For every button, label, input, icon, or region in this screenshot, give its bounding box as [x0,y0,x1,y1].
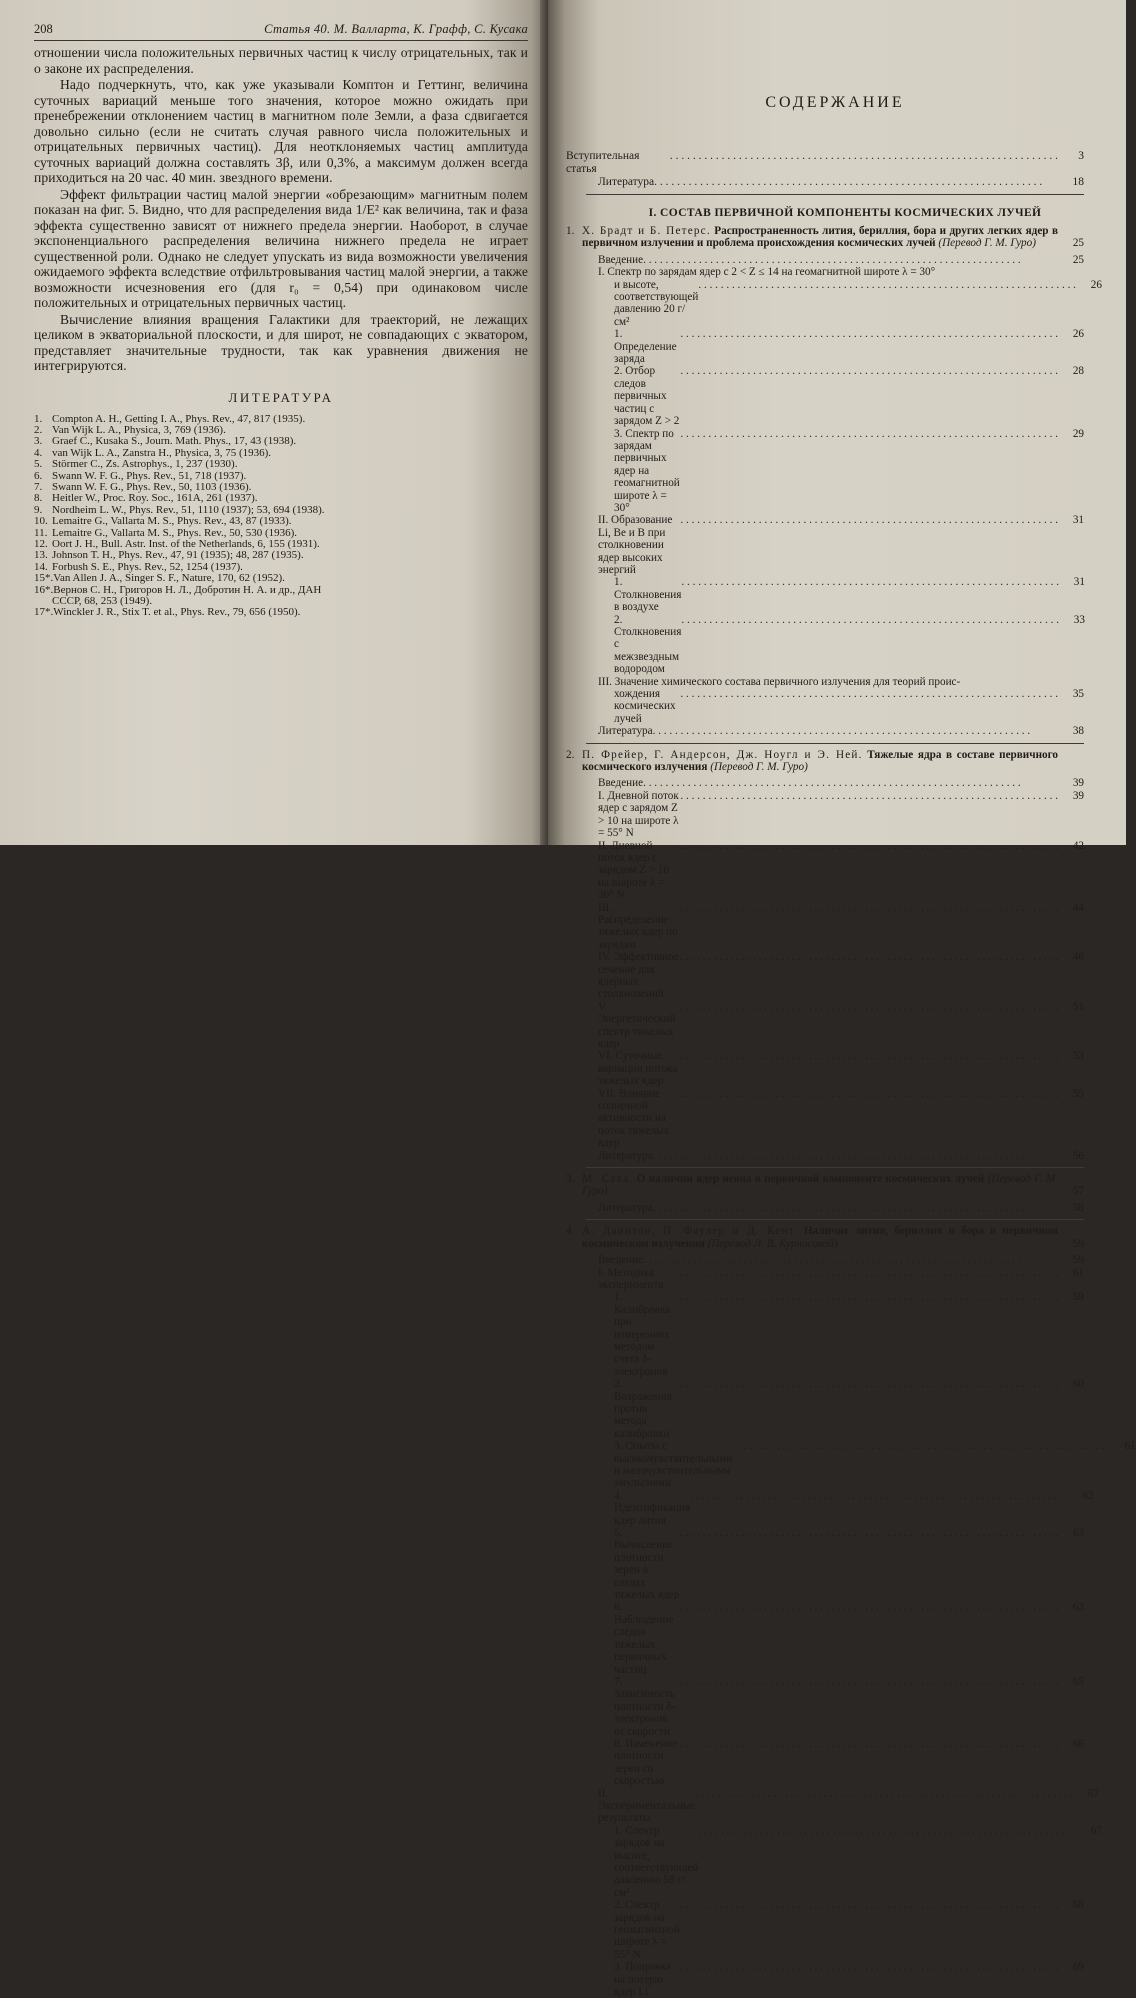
toc-page-number: 42 [1072,839,1084,852]
reference-number: 5. [34,458,43,471]
toc-entry-label: VII. Влияние солнечной активности на поток тяжелых ядер [598,1087,670,1150]
toc-entry-text [566,1440,1110,1490]
leader-dots: . . . . . . . . . . . . . . . . . . . . . . . . . . . . . . . . . . . . . . . . . . . . . . . . . . . . . . . . . . . . . . . . . . . . [680,1266,1058,1279]
toc-entry-text [566,150,1058,176]
reference-text: Van Wijk L. A., Physica, 3, 769 (1936). [52,423,226,436]
toc-entry-text [566,1961,1058,1998]
toc-page-number: 63 [1072,1601,1084,1614]
leader-dots: . . . . . . . . . . . . . . . . . . . . . . . . . . . . . . . . . . . . . . . . . . . . . . . . . . . . . . . . . . . . . . . . . . . . [652,1201,1031,1214]
toc-entry-label: II. Дневной поток ядер с зарядом Z > 10 на широте λ = 30° N [598,839,669,902]
leader-dots: . . . . . . . . . . . . . . . . . . . . . . . . . . . . . . . . . . . . . . . . . . . . . . . . . . . . . . . . . . . . . . . . . . . . [680,789,1058,802]
toc-entry-label: Введение [598,253,644,266]
toc-entry [566,1601,1084,1675]
reference-text: Swann W. F. G., Phys. Rev., 51, 718 (1937). [52,469,247,482]
toc-entry-text [566,576,1059,613]
toc-entry [566,576,1084,613]
toc-entry-text [566,1788,1073,1825]
article-entry [566,1225,1084,1250]
toc-entry [566,1961,1084,1998]
divider [586,743,1084,744]
toc-entry-text [566,1899,1058,1961]
article-translator: (Перевод Г. М. Гуро) [710,761,808,774]
reference-text: Graef C., Kusaka S., Journ. Math. Phys., 17, 43 (1938). [52,435,297,448]
toc-page-number: 51 [1072,1000,1084,1013]
toc-entry-label: I. Дневной поток ядер с зарядом Z > 10 на широте λ = 55° N [598,789,679,840]
leader-dots: . . . . . . . . . . . . . . . . . . . . . . . . . . . . . . . . . . . . . . . . . . . . . . . . . . . . . . . . . . . . . . . . . . . . [680,427,1058,440]
reference-number: 15*. [34,572,54,585]
literature-heading: ЛИТЕРАТУРА [228,389,334,405]
toc-page-number: 67 [1087,1787,1099,1800]
toc-entry [566,1787,1099,1825]
leader-dots: . . . . . . . . . . . . . . . . . . . . . . . . . . . . . . . . . . . . . . . . . . . . . . . . . . . . . . . . . . . . . . . . . . . . [643,777,1021,790]
toc-page-number: 63 [1072,1527,1084,1540]
toc-page-number: 66 [1072,1737,1084,1750]
toc-entry [566,1267,1084,1292]
toc-entry-label: 3. Спектр по зарядам первичных ядер на геомагнитной широте λ = 30° [614,427,680,514]
toc-page-number: 46 [1072,951,1084,964]
toc-entry-label: 2. Отбор следов первичных частиц с зарядом Z > 2 [614,365,680,428]
toc-entry [566,1150,1084,1162]
toc-entry [566,1824,1102,1899]
toc-page-number: 67 [1090,1824,1102,1837]
toc-intro [566,150,1084,189]
toc-entry-label: 1. Столкновения в воздухе [614,576,682,614]
toc-entry-label: III. Значение химического состава первичного излучения для теорий проис- [598,675,961,688]
article-number: 2. [566,748,575,761]
reference-number: 10. [34,515,48,528]
toc-entry-label: Литература [598,176,655,188]
toc-entry-label: 2. Спектр зарядов на геомагнитной широте λ = 55° N [614,1899,680,1961]
reference-number: 7. [34,480,43,493]
leader-dots: . . . . . . . . . . . . . . . . . . . . . . . . . . . . . . . . . . . . . . . . . . . . . . . . . . . . . . . . . . . . . . . . . . . . [680,901,1058,914]
toc-title: СОДЕРЖАНИЕ [765,94,905,111]
toc-entry-text [566,1088,1058,1150]
toc-entry-text [566,1738,1058,1788]
divider [586,1167,1084,1168]
toc-entry-label: 7. Зависимость плотности δ-электронов от скорости [614,1675,676,1738]
toc-entry [566,1489,1094,1527]
toc-page-number: 39 [1072,789,1084,802]
toc-entry-label: V. Энергетический спектр тяжелых ядер [598,1000,676,1050]
toc-entry [566,1050,1084,1087]
toc-entry-text [566,1601,1058,1675]
toc-entry [566,1899,1084,1961]
toc-entry [566,278,1102,329]
leader-dots: . . . . . . . . . . . . . . . . . . . . . . . . . . . . . . . . . . . . . . . . . . . . . . . . . . . . . . . . . . . . . . . . . . . . [652,725,1031,738]
toc-entry-text [566,777,1058,789]
toc-entry [566,902,1084,952]
toc-entry-label: 1. Калибровка при измерениях методом счета δ-электронов [614,1291,671,1378]
page-number: 208 [34,22,53,36]
toc-entry-text [566,614,1059,676]
leader-dots: . . . . . . . . . . . . . . . . . . . . . . . . . . . . . . . . . . . . . . . . . . . . . . . . . . . . . . . . . . . . . . . . . . . . [680,1378,1058,1391]
article-translator: (Перевод Л. В. Курносовой) [707,1237,838,1250]
reference-text: Lemaitre G., Vallarta M. S., Phys. Rev., 50, 530 (1936). [52,526,298,539]
toc-entry-text [566,1676,1058,1738]
left-page [0,0,548,845]
toc-entry-text [566,266,1058,278]
toc-entry-label: 6. Наблюдение следов тяжелых первичных частиц [614,1601,674,1676]
toc-entry-label: хождения космических лучей [614,688,676,725]
toc-entry [566,1378,1084,1440]
toc-entry-text [566,790,1058,840]
article-authors: А. Даинтон, П. Фаулер и Д. Кент. [582,1225,798,1238]
toc-entry-text [566,1254,1058,1266]
reference-text: Compton A. H., Getting I. A., Phys. Rev., 47, 817 (1935). [52,412,306,425]
toc-entry-label: II. Образование Li, Be и B при столкновении ядер высоких энергий [598,514,673,576]
article-authors: П. Фрейер, Г. Андерсон, Дж. Ноугл и Э. Ней. [582,748,863,761]
reference-text: Вернов С. Н., Григоров Н. Л., Добротин Н. А. и др., ДАН [53,583,322,596]
leader-dots: . . . . . . . . . . . . . . . . . . . . . . . . . . . . . . . . . . . . . . . . . . . . . . . . . . . . . . . . . . . . . . . . . . . . [680,1527,1058,1540]
leader-dots: . . . . . . . . . . . . . . . . . . . . . . . . . . . . . . . . . . . . . . . . . . . . . . . . . . . . . . . . . . . . . . . . . . . . [680,688,1058,701]
toc-page-number: 61 [1124,1440,1136,1453]
article-title: Наличие лития, бериллия и бора в первичном космическом излучении [582,1225,1059,1250]
toc-entry [566,1527,1084,1601]
toc-page-number: 35 [1072,688,1084,701]
toc-entry-label: 4. Идентификация ядер лития [614,1489,691,1527]
article-heading [582,749,1058,774]
toc-page-number: 53 [1072,1050,1084,1063]
toc-entry-label: Литература [598,725,653,738]
reference-number: 6. [34,469,43,482]
toc-entry-text [566,840,1058,902]
article-entry [566,749,1084,774]
toc-entry-label: 2. Возражения против метода калибровки [614,1378,672,1440]
toc-entry [566,676,1084,688]
running-head-title: Статья 40. М. Валларта, К. Графф, С. Кусака [264,22,528,36]
leader-dots: . . . . . . . . . . . . . . . . . . . . . . . . . . . . . . . . . . . . . . . . . . . . . . . . . . . . . . . . . . . . . . . . . . . . [690,1489,1068,1502]
article-entry [566,1173,1084,1198]
leader-dots: . . . . . . . . . . . . . . . . . . . . . . . . . . . . . . . . . . . . . . . . . . . . . . . . . . . . . . . . . . . . . . . . . . . . [680,1737,1058,1750]
leader-dots: . . . . . . . . . . . . . . . . . . . . . . . . . . . . . . . . . . . . . . . . . . . . . . . . . . . . . . . . . . . . . . . . . . . . [654,176,1043,188]
leader-dots: . . . . . . . . . . . . . . . . . . . . . . . . . . . . . . . . . . . . . . . . . . . . . . . . . . . . . . . . . . . . . . . . . . . . [680,1601,1058,1614]
reference-number: 14. [34,560,48,573]
paragraph: Эффект фильтрации частиц малой энергии «обрезающим» магнитным полем показан на фиг. 5. Видно, что для распределения вида 1/E² как величина, так и фаза эффекта существенно зависят от нижнего предела энергии. Наоборот, в случае экспоненциального распределения величина нижнего предела не играет существенной роли. Однако не следует упускать из вида возможности увеличения ожидаемого эффекта вследствие отфильтровывания частиц малой энергии, а также возможности исчезновения его (для r₀ = 0,54) при одинаковом числе положительных и отрицательных первичных частиц. [34,186,528,310]
toc-entry-label: Введение [598,777,644,790]
toc-page-number: 68 [1072,1899,1084,1912]
paragraph: отношении числа положительных первичных частиц к числу отрицательных, так и о законе их распределения. [34,45,528,76]
toc-entry-label: 1. Определение заряда [614,328,677,366]
toc-page-number: 61 [1072,1266,1084,1279]
toc-entry [566,840,1084,902]
reference-number: 2. [34,423,43,436]
leader-dots: . . . . . . . . . . . . . . . . . . . . . . . . . . . . . . . . . . . . . . . . . . . . . . . . . . . . . . . . . . . . . . . . . . . . [669,150,1058,162]
toc-page-number: 31 [1073,576,1085,589]
toc-entry-label: I. Методика эксперимента [598,1266,664,1291]
toc-page-number: 69 [1072,1961,1084,1974]
reference-number: 4. [34,446,43,459]
leader-dots: . . . . . . . . . . . . . . . . . . . . . . . . . . . . . . . . . . . . . . . . . . . . . . . . . . . . . . . . . . . . . . . . . . . . [680,1961,1058,1974]
toc-entry-text [566,428,1058,515]
reference-number: 16*. [34,583,54,596]
toc-entry [566,951,1084,1001]
toc-entry-label: 5. Вычисление плотности зерен в следах тяжелых ядер [614,1527,680,1602]
article-title: Тяжелые ядра в составе первичного космического излучения [582,748,1058,774]
toc-entry [566,790,1084,840]
toc-entry-text [566,1050,1058,1087]
toc-entry-text [566,279,1076,329]
toc-entry-text [566,1001,1058,1051]
toc-entry [566,176,1084,189]
leader-dots: . . . . . . . . . . . . . . . . . . . . . . . . . . . . . . . . . . . . . . . . . . . . . . . . . . . . . . . . . . . . . . . . . . . . [680,839,1058,852]
toc-entry-label: и высоте, соответствующей давлению 20 г/см² [614,278,699,328]
toc-entry-text [566,514,1058,576]
leader-dots: . . . . . . . . . . . . . . . . . . . . . . . . . . . . . . . . . . . . . . . . . . . . . . . . . . . . . . . . . . . . . . . . . . . . [643,1254,1021,1267]
reference-item [34,607,528,618]
reference-text: Johnson T. H., Phys. Rev., 47, 91 (1935); 48, 287 (1935). [52,549,304,562]
toc-entry-text [566,328,1058,365]
leader-dots: . . . . . . . . . . . . . . . . . . . . . . . . . . . . . . . . . . . . . . . . . . . . . . . . . . . . . . . . . . . . . . . . . . . . [680,1675,1058,1688]
toc-entry-text [566,254,1058,266]
toc-entry-label: Вступительная статья [566,150,640,175]
toc-entry-text [566,676,1058,688]
article-authors: Х. Брадт и Б. Петерс. [582,225,711,237]
running-head [34,22,528,41]
leader-dots: . . . . . . . . . . . . . . . . . . . . . . . . . . . . . . . . . . . . . . . . . . . . . . . . . . . . . . . . . . . . . . . . . . . . [681,576,1059,589]
article-translator: (Перевод Г. М. Гуро) [582,1173,1059,1198]
body-text [34,45,528,374]
toc-entry-label: II. Экспериментальные результаты [598,1787,696,1825]
article-title: Распространенность лития, бериллия, бора и других легких ядер в первичном излучении и проблема происхождения космических лучей [582,225,1058,250]
leader-dots: . . . . . . . . . . . . . . . . . . . . . . . . . . . . . . . . . . . . . . . . . . . . . . . . . . . . . . . . . . . . . . . . . . . . [695,1787,1073,1800]
article-authors: М. Саха. [582,1173,634,1186]
article-subentries [566,253,1102,738]
leader-dots: . . . . . . . . . . . . . . . . . . . . . . . . . . . . . . . . . . . . . . . . . . . . . . . . . . . . . . . . . . . . . . . . . . . . [681,613,1059,626]
article-number: 3. [566,1173,575,1186]
toc-entry-text [566,1825,1076,1899]
toc-entry [566,1254,1084,1266]
paragraph: Надо подчеркнуть, что, как уже указывали Комптон и Геттинг, величина суточных вариаций меньше того значения, которое можно ожидать при пренебрежении отклонением частиц в магнитном поле Земли, а фаза сдвигается довольно сильно (если не считать случая равного числа положительных и отрицательных первичных частиц). Для неотклоняемых частиц амплитуда суточных вариаций должна составлять 3β, или 0,3%, а максимум должен всегда приходиться на 20 час. 40 мин. звездного времени. [34,77,528,185]
reference-number: 17*. [34,606,54,619]
toc-entry-label: 8. Изменение плотности зерен со скоростью [614,1737,678,1788]
leader-dots: . . . . . . . . . . . . . . . . . . . . . . . . . . . . . . . . . . . . . . . . . . . . . . . . . . . . . . . . . . . . . . . . . . . . [652,1149,1031,1162]
article-subentries [566,777,1084,1162]
reference-text: Störmer C., Zs. Astrophys., 1, 237 (1930). [52,458,238,471]
toc-entry [566,1001,1084,1051]
reference-text: СССР, 68, 253 (1949). [52,595,153,607]
divider [586,194,1084,195]
reference-text: Van Allen J. A., Singer S. F., Nature, 170, 62 (1952). [53,572,285,585]
article-title: О наличии ядер неона в первичной компоненте космических лучей [636,1173,985,1186]
reference-text: Heitler W., Proc. Roy. Soc., 161A, 261 (1937). [52,492,258,505]
toc-entry [566,1738,1084,1788]
leader-dots: . . . . . . . . . . . . . . . . . . . . . . . . . . . . . . . . . . . . . . . . . . . . . . . . . . . . . . . . . . . . . . . . . . . . [680,1899,1058,1912]
article-number: 4. [566,1225,575,1238]
toc-entry-text [566,1267,1058,1292]
reference-text: Lemaitre G., Vallarta M. S., Phys. Rev., 43, 87 (1933). [52,515,292,528]
leader-dots: . . . . . . . . . . . . . . . . . . . . . . . . . . . . . . . . . . . . . . . . . . . . . . . . . . . . . . . . . . . . . . . . . . . . [680,1050,1058,1063]
toc-page-number: 59 [1072,1291,1084,1304]
toc-entry-text [566,951,1058,1001]
toc-entry-label: Введение [598,1254,644,1267]
part-heading: I. СОСТАВ ПЕРВИЧНОЙ КОМПОНЕНТЫ КОСМИЧЕСКИХ ЛУЧЕЙ [648,207,1042,219]
leader-dots: . . . . . . . . . . . . . . . . . . . . . . . . . . . . . . . . . . . . . . . . . . . . . . . . . . . . . . . . . . . . . . . . . . . . [698,278,1076,291]
leader-dots: . . . . . . . . . . . . . . . . . . . . . . . . . . . . . . . . . . . . . . . . . . . . . . . . . . . . . . . . . . . . . . . . . . . . [680,951,1058,964]
article-subentries [566,1254,1136,1998]
article-page-number: 57 [1072,1185,1084,1198]
toc-page-number: 55 [1072,1087,1084,1100]
toc-entry-label: 3. Опыты с высокочувствительными и малочувствительными эмульсиями [614,1440,733,1490]
toc-entry [566,688,1084,725]
toc-entry [566,1291,1084,1378]
toc-entry [566,614,1084,676]
reference-number: 9. [34,503,43,516]
toc-entry-text [566,902,1058,952]
reference-number: 12. [34,537,48,550]
toc-entry-text [566,1291,1058,1378]
right-page [548,0,1136,1998]
article-heading [582,225,1058,250]
article-heading [582,1225,1058,1250]
reference-list [34,414,528,619]
article-page-number: 59 [1072,1237,1084,1250]
divider [586,1219,1084,1220]
reference-number: 3. [34,435,43,448]
paragraph: Вычисление влияния вращения Галактики для траекторий, не лежащих целиком в экваториальной плоскости, и для широт, не совпадающих с экватором, представляет значительные трудности, так как уравнения движения не интегрируются. [34,311,528,373]
toc-entry [566,254,1084,266]
leader-dots: . . . . . . . . . . . . . . . . . . . . . . . . . . . . . . . . . . . . . . . . . . . . . . . . . . . . . . . . . . . . . . . . . . . . [732,1440,1110,1453]
toc-page-number: 58 [1072,1201,1084,1214]
article-translator: (Перевод Г. М. Гуро) [938,237,1036,250]
toc-entry-text [566,1527,1058,1601]
toc-entry-text [566,688,1058,725]
toc-page-number: 18 [1072,176,1084,188]
toc-entry [566,266,1084,278]
toc-entry [566,1676,1084,1738]
toc-page-number: 60 [1072,1378,1084,1391]
toc-entry [566,777,1084,789]
toc-entry [566,1202,1084,1214]
toc-entry-text [566,725,1058,737]
toc-entry-label: Литература [598,1149,653,1162]
article-heading [582,1173,1058,1198]
article-page-number: 25 [1072,237,1084,250]
toc-page-number: 26 [1072,328,1084,341]
toc-entry-label: I. Спектр по зарядам ядер с 2 < Z ≤ 14 на геомагнитной широте λ = 30° [598,266,936,279]
toc-entry [566,365,1084,427]
toc-entry [566,328,1084,365]
reference-text: van Wijk L. A., Zanstra H., Physica, 3, 75 (1936). [52,446,272,459]
toc-entry [566,514,1084,576]
leader-dots: . . . . . . . . . . . . . . . . . . . . . . . . . . . . . . . . . . . . . . . . . . . . . . . . . . . . . . . . . . . . . . . . . . . . [680,328,1058,341]
reference-number: 11. [34,526,48,539]
leader-dots: . . . . . . . . . . . . . . . . . . . . . . . . . . . . . . . . . . . . . . . . . . . . . . . . . . . . . . . . . . . . . . . . . . . . [643,253,1021,266]
toc-page-number: 62 [1082,1489,1094,1502]
reference-text: Oort J. H., Bull. Astr. Inst. of the Netherlands, 6, 155 (1931). [52,537,320,550]
toc-page-number: 38 [1072,725,1084,738]
reference-number: 8. [34,492,43,505]
toc-page-number: 39 [1072,777,1084,790]
leader-dots: . . . . . . . . . . . . . . . . . . . . . . . . . . . . . . . . . . . . . . . . . . . . . . . . . . . . . . . . . . . . . . . . . . . . [680,365,1058,378]
reference-text: Nordheim L. W., Phys. Rev., 51, 1110 (1937); 53, 694 (1938). [52,503,325,516]
toc-entry-text [566,365,1058,427]
leader-dots: . . . . . . . . . . . . . . . . . . . . . . . . . . . . . . . . . . . . . . . . . . . . . . . . . . . . . . . . . . . . . . . . . . . . [680,1291,1058,1304]
toc-page-number: 65 [1072,1675,1084,1688]
toc-entry-label: Литература [598,1201,653,1214]
toc-entry-text [566,1150,1058,1162]
leader-dots: . . . . . . . . . . . . . . . . . . . . . . . . . . . . . . . . . . . . . . . . . . . . . . . . . . . . . . . . . . . . . . . . . . . . [680,1087,1058,1100]
toc-entry [566,1440,1136,1490]
toc-entry-text [566,1202,1058,1214]
toc-entry [566,725,1084,737]
toc-page-number: 25 [1072,253,1084,266]
toc-page-number: 44 [1072,901,1084,914]
toc-page-number: 56 [1072,1149,1084,1162]
reference-text: Swann W. F. G., Phys. Rev., 50, 1103 (1936). [52,480,252,493]
toc-entry [566,1088,1084,1150]
toc-entry-text [566,176,1058,189]
toc-articles [566,225,1136,1998]
toc-entry-label: III. Распределение тяжелых ядер по зарядам [598,901,678,951]
toc-page-number: 31 [1072,514,1084,527]
article-number: 1. [566,225,575,237]
toc-entry-label: 2. Столкновения с межзвездным водородом [614,613,682,676]
toc-page-number: 28 [1072,365,1084,378]
reference-number: 13. [34,549,48,562]
toc-page-number: 26 [1090,278,1102,291]
reference-number: 1. [34,412,43,425]
toc-entry [566,428,1084,515]
toc-page-number: 3 [1078,150,1084,162]
toc-entry-label: 1. Спектр зарядов на высоте, соответствующей давлению 58 г/см² [614,1824,699,1899]
toc-entry [566,150,1084,176]
toc-page-number: 59 [1072,1254,1084,1267]
article-subentries [566,1202,1084,1214]
leader-dots: . . . . . . . . . . . . . . . . . . . . . . . . . . . . . . . . . . . . . . . . . . . . . . . . . . . . . . . . . . . . . . . . . . . . [698,1824,1076,1837]
toc-page-number: 33 [1073,613,1085,626]
article-entry [566,225,1084,250]
toc-page-number: 29 [1072,427,1084,440]
reference-text: Forbush S. E., Phys. Rev., 52, 1254 (1937). [52,560,243,573]
toc-entry-label: 3. Поправка на потерю ядер Li [614,1961,671,1998]
leader-dots: . . . . . . . . . . . . . . . . . . . . . . . . . . . . . . . . . . . . . . . . . . . . . . . . . . . . . . . . . . . . . . . . . . . . [680,514,1058,527]
reference-text: Winckler J. R., Stix T. et al., Phys. Rev., 79, 656 (1950). [53,606,301,619]
toc-entry-label: VI. Суточные вариации потока тяжелых ядер [598,1050,678,1088]
toc-entry-text [566,1378,1058,1440]
toc-entry-label: IV. Эффективное сечение для ядерных столкновений [598,951,679,1001]
leader-dots: . . . . . . . . . . . . . . . . . . . . . . . . . . . . . . . . . . . . . . . . . . . . . . . . . . . . . . . . . . . . . . . . . . . . [680,1000,1058,1013]
toc-entry-text [566,1490,1068,1527]
